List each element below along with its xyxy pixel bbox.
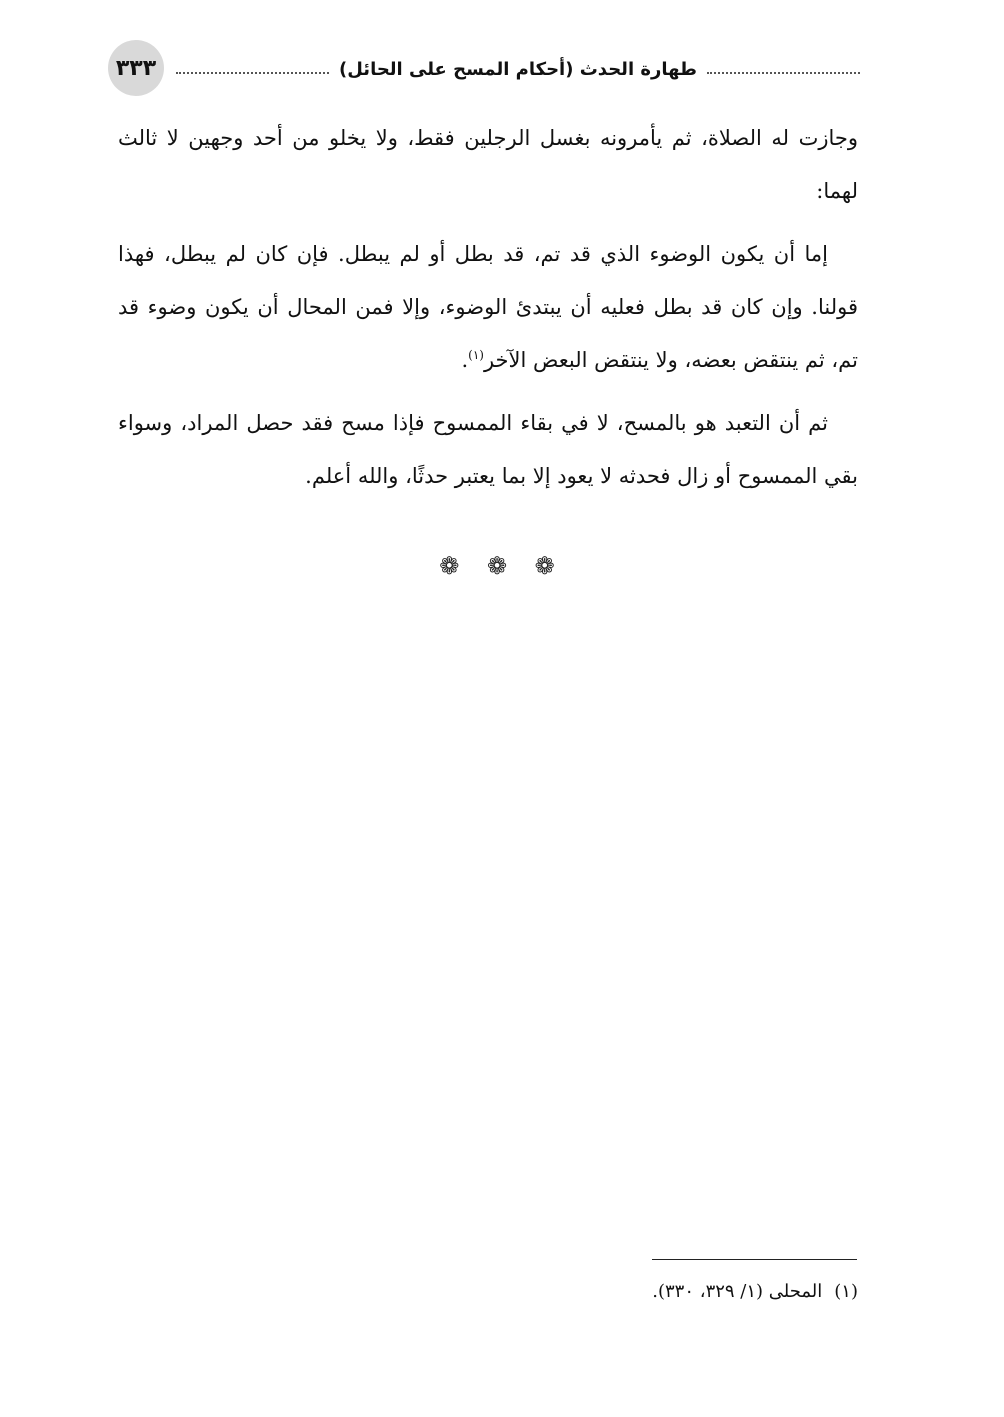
section-divider-ornament: ❁ ❁ ❁ [439,552,565,580]
paragraph-2-end: . [461,348,469,372]
main-text [118,112,858,513]
header-dots-left [176,72,329,74]
footnote-number: (١) [834,1281,858,1302]
page-number: ٣٣٣ [108,40,164,96]
footnote-reference[interactable]: (١) [468,348,484,362]
paragraph-2-text: إما أن يكون الوضوء الذي قد تم، قد بطل أو لم يبطل. فإن كان لم يبطل، فهذا قولنا. وإن كان قد بطل فعليه أن يبتدئ الوضوء، وإلا فمن المحال أن يكون وضوء قد تم، ثم ينتقض بعضه، ولا ينتقض البعض الآخر [118,242,858,372]
running-header [176,54,860,84]
paragraph-3: ثم أن التعبد هو بالمسح، لا في بقاء الممسوح فإذا مسح فقد حصل المراد، وسواء بقي الممسوح أو زال فحدثه لا يعود إلا بما يعتبر حدثًا، والله أعلم. [118,411,858,488]
footnote-text: المحلى (١/ ٣٢٩، ٣٣٠). [652,1281,823,1302]
paragraph-1: وجازت له الصلاة، ثم يأمرونه بغسل الرجلين فقط، ولا يخلو من أحد وجهين لا ثالث لهما: [118,126,858,203]
footnote-separator [652,1259,857,1260]
footnote [400,1276,858,1308]
header-dots-right [707,72,860,74]
page-header [108,40,860,98]
running-header-title: طهارة الحدث (أحكام المسح على الحائل) [339,58,697,80]
paragraph-2 [118,228,858,387]
